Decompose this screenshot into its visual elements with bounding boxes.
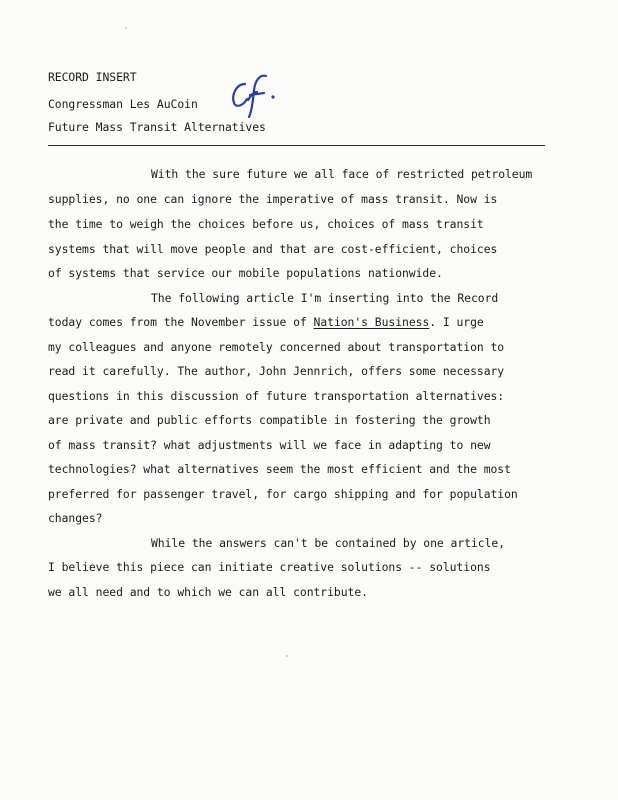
body-line: are private and public efforts compatible in fostering the growth [48,413,491,427]
body-text: today comes from the November issue of [48,315,314,329]
handwritten-initials [228,70,278,118]
body-line: changes? [48,511,103,525]
body-line [48,315,484,329]
body-line: supplies, no one can ignore the imperative of mass transit. Now is [48,192,498,206]
body-line: the time to weigh the choices before us, choices of mass transit [48,217,484,231]
body-line: technologies? what alternatives seem the most efficient and the most [48,462,511,476]
body-line: The following article I'm inserting into the Record [151,291,499,305]
record-insert-label: RECORD INSERT [48,70,137,84]
body-line: I believe this piece can initiate creative solutions -- solutions [48,560,491,574]
subject-title: Future Mass Transit Alternatives [48,120,266,134]
body-line: While the answers can't be contained by one article, [151,536,506,550]
body-line: my colleagues and anyone remotely concerned about transportation to [48,340,505,354]
member-name: Congressman Les AuCoin [48,97,198,111]
body-line: systems that will move people and that are cost-efficient, choices [48,242,498,256]
scan-speck [125,27,127,29]
body-line: With the sure future we all face of restricted petroleum [151,167,533,181]
body-line: preferred for passenger travel, for cargo shipping and for population [48,487,518,501]
header-divider [48,145,545,146]
body-line: questions in this discussion of future transportation alternatives: [48,389,505,403]
body-line: we all need and to which we can all contribute. [48,585,368,599]
publication-title: Nation's Business [313,315,430,329]
body-line: read it carefully. The author, John Jennrich, offers some necessary [48,364,505,378]
body-line: of systems that service our mobile populations nationwide. [48,266,443,280]
scan-speck [286,655,288,657]
body-text: . I urge [429,315,484,329]
body-line: of mass transit? what adjustments will we face in adapting to new [48,438,491,452]
